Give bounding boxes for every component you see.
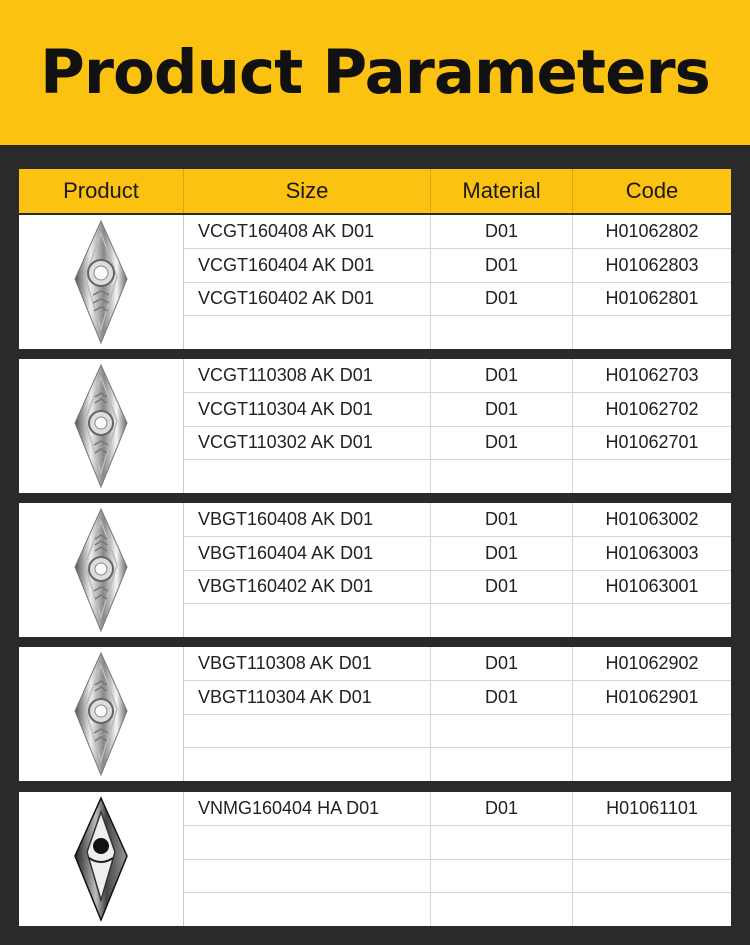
size-cell: VBGT110304 AK D01 [184, 681, 431, 714]
material-cell: D01 [431, 249, 573, 282]
code-cell: H01061101 [606, 797, 698, 818]
table-row [184, 715, 731, 749]
material-cell: D01 [431, 537, 573, 570]
table-row [184, 860, 731, 894]
material-cell: D01 [431, 283, 573, 316]
size-cell: VBGT160404 AK D01 [184, 537, 431, 570]
table-row [184, 249, 731, 283]
size-cell: VCGT110308 AK D01 [184, 359, 431, 392]
table-row [184, 215, 731, 249]
product-image [19, 647, 184, 781]
size-cell: VBGT110308 AK D01 [184, 647, 431, 680]
code-cell: H01062801 [605, 288, 699, 309]
material-cell: D01 [431, 681, 573, 714]
table-row [184, 681, 731, 715]
table-row [184, 393, 731, 427]
code-cell: H01062702 [605, 398, 699, 419]
table-row [184, 283, 731, 317]
code-cell: H01063003 [605, 542, 699, 563]
table-row [184, 792, 731, 826]
size-cell: VCGT110304 AK D01 [184, 393, 431, 426]
table-row [184, 359, 731, 393]
product-image [19, 359, 184, 493]
product-image [19, 215, 184, 349]
table-row [184, 826, 731, 860]
material-cell [431, 604, 573, 637]
silver-insert-icon [71, 651, 131, 777]
table-row [184, 893, 731, 926]
code-cell: H01062802 [605, 220, 699, 241]
size-cell [184, 826, 431, 859]
code-cell [573, 893, 731, 926]
code-cell: H01062901 [605, 686, 699, 707]
silver-insert-icon [71, 219, 131, 345]
material-cell [431, 316, 573, 349]
table-row [184, 460, 731, 493]
table-row [184, 503, 731, 537]
header-product: Product [19, 169, 184, 213]
header-size: Size [184, 169, 431, 213]
product-group [19, 792, 731, 926]
material-cell: D01 [431, 359, 573, 392]
material-cell: D01 [431, 792, 573, 825]
silver-insert-icon [71, 507, 131, 633]
code-cell [573, 748, 731, 781]
material-cell: D01 [431, 503, 573, 536]
material-cell [431, 460, 573, 493]
table-row [184, 748, 731, 781]
material-cell: D01 [431, 647, 573, 680]
product-group [19, 215, 731, 349]
material-cell: D01 [431, 427, 573, 460]
material-cell: D01 [431, 393, 573, 426]
product-group [19, 359, 731, 493]
code-cell [573, 860, 731, 893]
page-title: Product Parameters [40, 37, 710, 108]
material-cell [431, 826, 573, 859]
material-cell [431, 860, 573, 893]
silver-insert-icon [71, 363, 131, 489]
code-cell: H01062701 [605, 432, 699, 453]
size-cell [184, 893, 431, 926]
product-group [19, 647, 731, 781]
size-cell: VCGT110302 AK D01 [184, 427, 431, 460]
code-cell [573, 316, 731, 349]
product-image [19, 792, 184, 926]
material-cell [431, 715, 573, 748]
table-header [19, 169, 731, 213]
material-cell [431, 893, 573, 926]
code-cell: H01062703 [605, 364, 699, 385]
code-cell [573, 460, 731, 493]
size-cell [184, 748, 431, 781]
dark-insert-icon [71, 796, 131, 922]
table-row [184, 316, 731, 349]
table-row [184, 571, 731, 605]
size-cell [184, 316, 431, 349]
size-cell: VNMG160404 HA D01 [184, 792, 431, 825]
code-cell: H01063002 [605, 508, 699, 529]
table-row [184, 647, 731, 681]
table-row [184, 537, 731, 571]
header-material: Material [431, 169, 573, 213]
material-cell [431, 748, 573, 781]
title-banner [0, 0, 750, 145]
code-cell [573, 715, 731, 748]
table-row [184, 604, 731, 637]
table-row [184, 427, 731, 461]
code-cell [573, 826, 731, 859]
size-cell: VBGT160408 AK D01 [184, 503, 431, 536]
size-cell: VCGT160408 AK D01 [184, 215, 431, 248]
size-cell [184, 860, 431, 893]
size-cell: VCGT160404 AK D01 [184, 249, 431, 282]
size-cell: VBGT160402 AK D01 [184, 571, 431, 604]
code-cell: H01063001 [605, 576, 699, 597]
code-cell: H01062803 [605, 254, 699, 275]
size-cell: VCGT160402 AK D01 [184, 283, 431, 316]
header-code: Code [625, 178, 679, 203]
product-group [19, 503, 731, 637]
code-cell: H01062902 [605, 652, 699, 673]
material-cell: D01 [431, 215, 573, 248]
size-cell [184, 604, 431, 637]
size-cell [184, 715, 431, 748]
material-cell: D01 [431, 571, 573, 604]
product-image [19, 503, 184, 637]
code-cell [573, 604, 731, 637]
size-cell [184, 460, 431, 493]
